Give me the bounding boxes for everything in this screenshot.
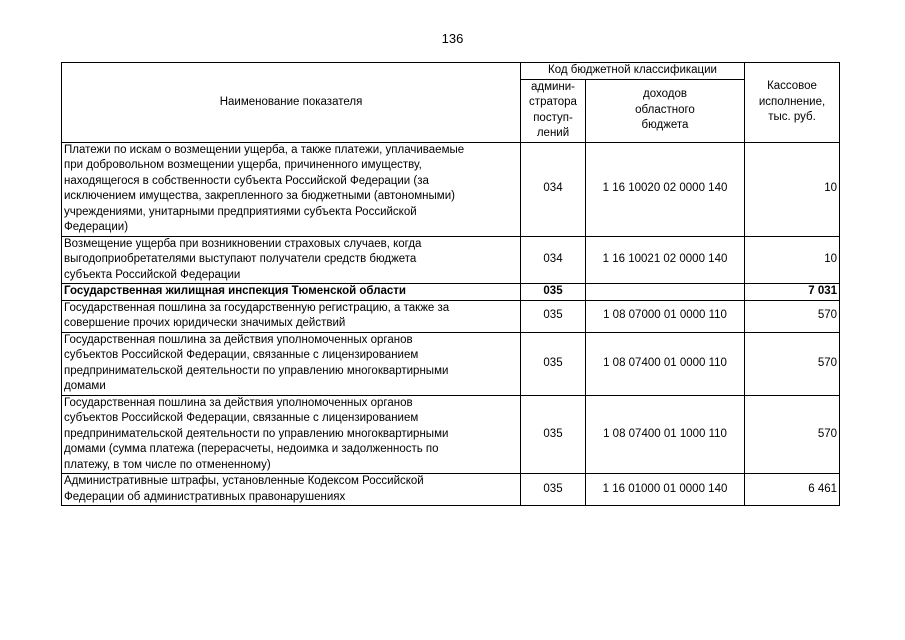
row-admin-code: 035 bbox=[521, 395, 586, 474]
row-name: Государственная пошлина за государственную регистрацию, а также за совершение прочих юридически значимых действий bbox=[62, 300, 521, 332]
row-name: Возмещение ущерба при возникновении страховых случаев, когда выгодоприобретателями выступают получатели средств бюджета субъекта Российской Федерации bbox=[62, 236, 521, 284]
table-row bbox=[62, 300, 840, 332]
row-name: Административные штрафы, установленные Кодексом Российской Федерации об административных правонарушениях bbox=[62, 474, 521, 506]
row-income-code: 1 08 07400 01 0000 110 bbox=[586, 332, 745, 395]
row-admin-code: 035 bbox=[521, 300, 586, 332]
row-income-code bbox=[586, 284, 745, 301]
row-income-code: 1 16 10020 02 0000 140 bbox=[586, 142, 745, 236]
row-admin-code: 035 bbox=[521, 474, 586, 506]
header-admin: админи- стратора поступ- лений bbox=[521, 79, 586, 142]
row-name: Государственная пошлина за действия уполномоченных органов субъектов Российской Федерации, связанные с лицензированием предпринимательской деятельности по управлению многоквартирными домами bbox=[62, 332, 521, 395]
row-admin-code: 034 bbox=[521, 236, 586, 284]
row-amount: 10 bbox=[745, 142, 840, 236]
row-admin-code: 035 bbox=[521, 284, 586, 301]
row-amount: 570 bbox=[745, 332, 840, 395]
table-row bbox=[62, 395, 840, 474]
row-income-code: 1 08 07000 01 0000 110 bbox=[586, 300, 745, 332]
row-income-code: 1 08 07400 01 1000 110 bbox=[586, 395, 745, 474]
row-amount: 6 461 bbox=[745, 474, 840, 506]
table-row bbox=[62, 142, 840, 236]
table-row bbox=[62, 284, 840, 301]
row-amount: 570 bbox=[745, 395, 840, 474]
row-amount: 570 bbox=[745, 300, 840, 332]
table-row bbox=[62, 332, 840, 395]
table-row bbox=[62, 236, 840, 284]
row-income-code: 1 16 10021 02 0000 140 bbox=[586, 236, 745, 284]
row-amount: 10 bbox=[745, 236, 840, 284]
table-row bbox=[62, 474, 840, 506]
budget-table bbox=[61, 62, 840, 506]
header-code-group: Код бюджетной классификации bbox=[521, 63, 745, 80]
row-income-code: 1 16 01000 01 0000 140 bbox=[586, 474, 745, 506]
header-amount: Кассовое исполнение, тыс. руб. bbox=[745, 63, 840, 143]
row-admin-code: 035 bbox=[521, 332, 586, 395]
page-number: 136 bbox=[441, 31, 464, 46]
row-name: Государственная жилищная инспекция Тюменской области bbox=[62, 284, 521, 301]
header-name: Наименование показателя bbox=[62, 63, 521, 143]
table-body bbox=[62, 142, 840, 506]
header-income: доходов областного бюджета bbox=[586, 79, 745, 142]
row-name: Государственная пошлина за действия уполномоченных органов субъектов Российской Федерации, связанные с лицензированием предпринимательской деятельности по управлению многоквартирными домами (сумма платежа (перерасчеты, недоимка и задолженность по платежу, в том числе по отмененному) bbox=[62, 395, 521, 474]
row-amount: 7 031 bbox=[745, 284, 840, 301]
row-admin-code: 034 bbox=[521, 142, 586, 236]
row-name: Платежи по искам о возмещении ущерба, а также платежи, уплачиваемые при добровольном возмещении ущерба, причиненного имуществу, находящегося в собственности субъекта Российской Федерации (за исключением имущества, закрепленного за бюджетными (автономными) учреждениями, унитарными предприятиями субъекта Российской Федерации) bbox=[62, 142, 521, 236]
